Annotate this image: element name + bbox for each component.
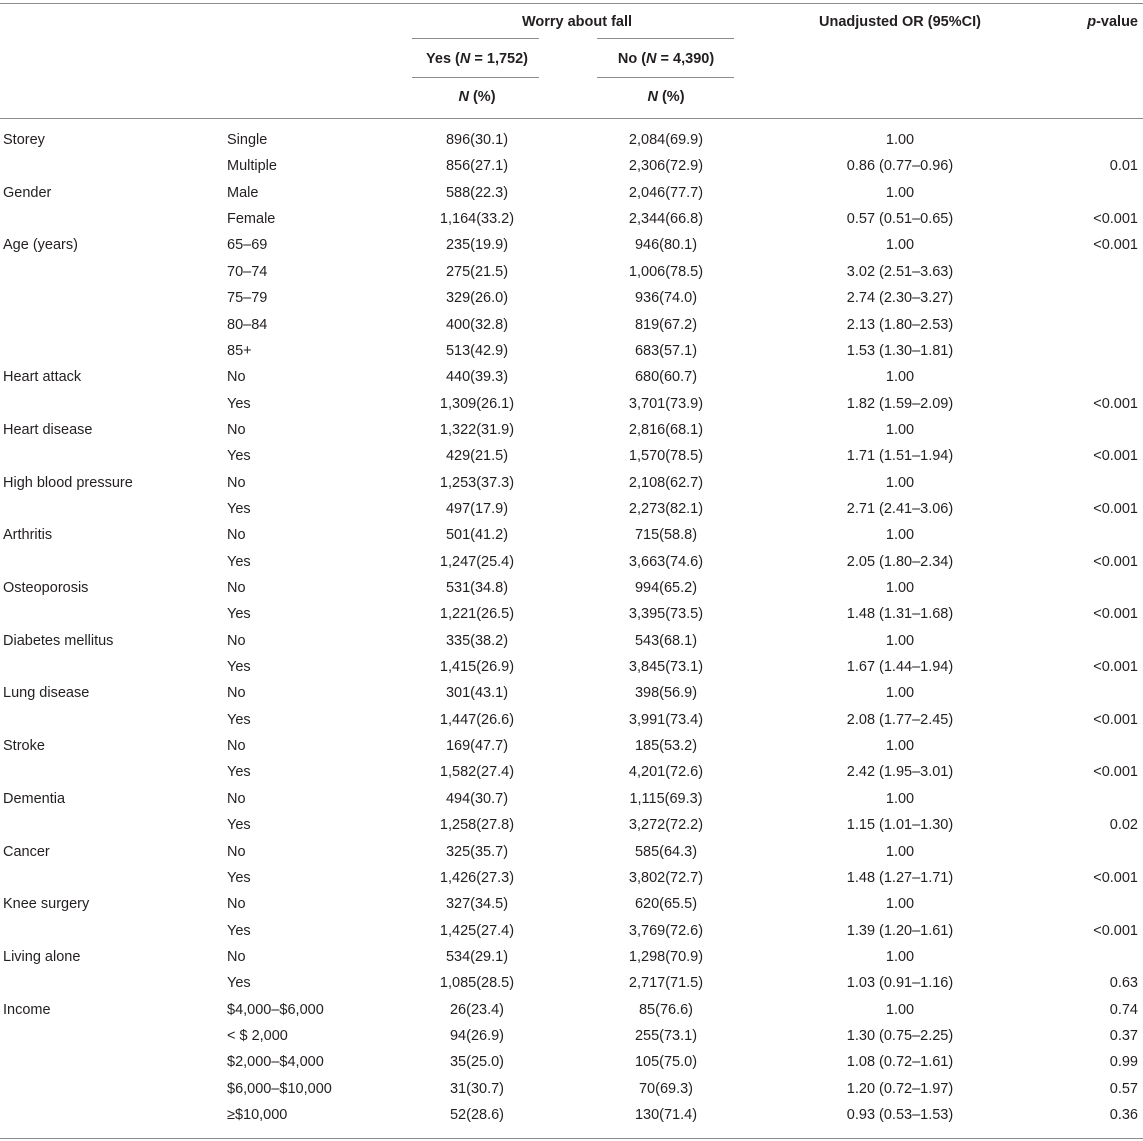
- cell-yes: 1,426(27.3): [439, 869, 515, 886]
- cell-category: Multiple: [227, 158, 277, 175]
- cell-category: No: [227, 580, 246, 596]
- cell-yes: 235(19.9): [445, 237, 509, 254]
- cell-yes: 501(41.2): [445, 527, 509, 544]
- cell-or: 2.42 (1.95–3.01): [846, 764, 954, 781]
- cell-category: 75–79: [227, 290, 268, 307]
- cell-no: 2,306(72.9): [628, 158, 704, 175]
- cell-no: 715(58.8): [634, 527, 698, 544]
- cell-yes: 513(42.9): [445, 342, 509, 359]
- cell-yes: 26(23.4): [449, 1001, 505, 1018]
- cell-variable: Dementia: [3, 790, 66, 807]
- cell-no: 819(67.2): [634, 316, 698, 333]
- cell-category: 80–84: [227, 316, 268, 333]
- cell-category: No: [227, 896, 246, 913]
- cell-variable: Income: [3, 1001, 51, 1018]
- cell-or: 1.48 (1.27–1.71): [846, 869, 954, 886]
- cell-yes: 1,322(31.9): [439, 421, 515, 438]
- cell-no: 398(56.9): [634, 685, 698, 702]
- cell-or: 1.00: [885, 843, 915, 860]
- cell-category: No: [227, 474, 246, 491]
- cell-or: 1.00: [885, 580, 915, 596]
- cell-no: 2,108(62.7): [628, 474, 704, 491]
- cell-yes: 325(35.7): [445, 843, 509, 860]
- cell-or: 2.71 (2.41–3.06): [846, 500, 954, 517]
- col-header-yes: Yes (N = 1,752): [426, 51, 528, 67]
- cell-yes: 35(25.0): [449, 1054, 505, 1071]
- cell-no: 255(73.1): [634, 1027, 698, 1044]
- cell-or: 1.30 (0.75–2.25): [846, 1027, 954, 1044]
- group-header: Worry about fall: [521, 14, 633, 30]
- cell-yes: 169(47.7): [445, 738, 509, 755]
- cell-no: 2,717(71.5): [628, 975, 704, 992]
- no-underline: [597, 38, 734, 39]
- cell-yes: 896(30.1): [445, 132, 509, 148]
- cell-category: Male: [227, 184, 259, 201]
- cell-yes: 275(21.5): [445, 263, 509, 280]
- cell-no: 3,802(72.7): [628, 869, 704, 886]
- cell-category: No: [227, 738, 246, 755]
- cell-p: <0.001: [1093, 211, 1138, 228]
- cell-category: Female: [227, 211, 276, 228]
- cell-or: 1.00: [885, 237, 915, 254]
- cell-no: 3,991(73.4): [628, 711, 704, 728]
- cell-or: 1.00: [885, 184, 915, 201]
- bottom-rule: [0, 1138, 1143, 1139]
- cell-no: 2,046(77.7): [628, 184, 704, 201]
- cell-yes: 31(30.7): [449, 1080, 505, 1097]
- cell-category: Yes: [227, 817, 251, 834]
- cell-p: <0.001: [1093, 448, 1138, 465]
- cell-variable: Living alone: [3, 948, 81, 965]
- cell-yes: 301(43.1): [445, 685, 509, 702]
- cell-no: 543(68.1): [634, 632, 698, 649]
- cell-no: 70(69.3): [638, 1080, 694, 1097]
- cell-variable: Knee surgery: [3, 896, 90, 913]
- cell-or: 1.00: [885, 421, 915, 438]
- col-subheader-no: N (%): [647, 89, 685, 105]
- cell-yes: 1,247(25.4): [439, 553, 515, 570]
- cell-category: No: [227, 843, 246, 860]
- no-n-underline: [597, 77, 734, 78]
- cell-p: <0.001: [1093, 869, 1138, 886]
- cell-category: 85+: [227, 342, 252, 359]
- cell-category: $4,000–$6,000: [227, 1001, 324, 1018]
- cell-or: 1.00: [885, 948, 915, 965]
- cell-or: 1.00: [885, 685, 915, 702]
- cell-or: 1.00: [885, 790, 915, 807]
- cell-no: 85(76.6): [638, 1001, 694, 1018]
- cell-yes: 1,253(37.3): [439, 474, 515, 491]
- cell-p: <0.001: [1093, 711, 1138, 728]
- cell-no: 4,201(72.6): [628, 764, 704, 781]
- cell-variable: Osteoporosis: [3, 580, 89, 596]
- cell-no: 3,272(72.2): [628, 817, 704, 834]
- cell-or: 1.00: [885, 527, 915, 544]
- cell-category: 65–69: [227, 237, 268, 254]
- top-rule: [0, 3, 1143, 4]
- cell-no: 3,769(72.6): [628, 922, 704, 939]
- cell-no: 2,816(68.1): [628, 421, 704, 438]
- cell-or: 1.20 (0.72–1.97): [846, 1080, 954, 1097]
- cell-category: No: [227, 685, 246, 702]
- cell-or: 1.48 (1.31–1.68): [846, 606, 954, 623]
- cell-or: 1.00: [885, 369, 915, 386]
- cell-variable: Heart disease: [3, 421, 93, 438]
- cell-yes: 534(29.1): [445, 948, 509, 965]
- cell-yes: 1,582(27.4): [439, 764, 515, 781]
- cell-category: Yes: [227, 975, 251, 992]
- cell-or: 2.05 (1.80–2.34): [846, 553, 954, 570]
- cell-yes: 329(26.0): [445, 290, 509, 307]
- cell-p: 0.36: [1109, 1107, 1138, 1123]
- cell-or: 1.00: [885, 1001, 915, 1018]
- cell-yes: 1,164(33.2): [439, 211, 515, 228]
- cell-or: 1.00: [885, 738, 915, 755]
- cell-no: 585(64.3): [634, 843, 698, 860]
- cell-category: $2,000–$4,000: [227, 1054, 324, 1071]
- cell-no: 2,344(66.8): [628, 211, 704, 228]
- cell-no: 130(71.4): [634, 1107, 698, 1123]
- cell-category: Single: [227, 132, 268, 148]
- cell-p: <0.001: [1093, 659, 1138, 675]
- cell-variable: Cancer: [3, 843, 50, 860]
- cell-or: 1.08 (0.72–1.61): [846, 1054, 954, 1071]
- cell-variable: Diabetes mellitus: [3, 632, 114, 649]
- cell-or: 1.82 (1.59–2.09): [846, 395, 954, 412]
- cell-category: 70–74: [227, 263, 268, 280]
- cell-p: 0.02: [1109, 817, 1138, 834]
- cell-category: No: [227, 790, 246, 807]
- cell-yes: 52(28.6): [449, 1107, 505, 1123]
- cell-no: 936(74.0): [634, 290, 698, 307]
- cell-no: 1,570(78.5): [628, 448, 704, 465]
- cell-no: 3,701(73.9): [628, 395, 704, 412]
- cell-category: Yes: [227, 764, 251, 781]
- col-subheader-yes: N (%): [458, 89, 496, 105]
- cell-yes: 335(38.2): [445, 632, 509, 649]
- cell-or: 1.67 (1.44–1.94): [846, 659, 954, 675]
- cell-yes: 497(17.9): [445, 500, 509, 517]
- cell-or: 1.00: [885, 132, 915, 148]
- cell-yes: 327(34.5): [445, 896, 509, 913]
- cell-no: 994(65.2): [634, 580, 698, 596]
- cell-p: <0.001: [1093, 922, 1138, 939]
- cell-or: 2.74 (2.30–3.27): [846, 290, 954, 307]
- cell-yes: 1,309(26.1): [439, 395, 515, 412]
- cell-category: Yes: [227, 500, 251, 517]
- cell-p: 0.74: [1109, 1001, 1138, 1018]
- cell-yes: 1,425(27.4): [439, 922, 515, 939]
- cell-p: <0.001: [1093, 237, 1138, 254]
- cell-yes: 440(39.3): [445, 369, 509, 386]
- cell-no: 1,298(70.9): [628, 948, 704, 965]
- cell-yes: 588(22.3): [445, 184, 509, 201]
- cell-yes: 1,085(28.5): [439, 975, 515, 992]
- cell-category: Yes: [227, 553, 251, 570]
- cell-p: 0.01: [1109, 158, 1138, 175]
- cell-or: 1.71 (1.51–1.94): [846, 448, 954, 465]
- header-bottom-rule: [0, 118, 1143, 119]
- cell-no: 3,845(73.1): [628, 659, 704, 675]
- cell-yes: 400(32.8): [445, 316, 509, 333]
- col-header-p: p-value: [1087, 14, 1138, 30]
- cell-yes: 856(27.1): [445, 158, 509, 175]
- cell-category: Yes: [227, 922, 251, 939]
- cell-no: 620(65.5): [634, 896, 698, 913]
- cell-p: 0.57: [1109, 1080, 1138, 1097]
- cell-category: Yes: [227, 448, 251, 465]
- col-header-no: No (N = 4,390): [617, 51, 715, 67]
- cell-yes: 94(26.9): [449, 1027, 505, 1044]
- cell-yes: 531(34.8): [445, 580, 509, 596]
- cell-or: 0.93 (0.53–1.53): [846, 1107, 954, 1123]
- cell-no: 105(75.0): [634, 1054, 698, 1071]
- cell-variable: Heart attack: [3, 369, 82, 386]
- cell-variable: Gender: [3, 184, 52, 201]
- cell-or: 0.57 (0.51–0.65): [846, 211, 954, 228]
- cell-no: 946(80.1): [634, 237, 698, 254]
- cell-category: Yes: [227, 606, 251, 623]
- cell-or: 1.00: [885, 632, 915, 649]
- cell-category: $6,000–$10,000: [227, 1080, 332, 1097]
- cell-variable: Stroke: [3, 738, 45, 755]
- cell-p: <0.001: [1093, 500, 1138, 517]
- cell-yes: 1,221(26.5): [439, 606, 515, 623]
- cell-p: <0.001: [1093, 764, 1138, 781]
- cell-variable: Arthritis: [3, 527, 53, 544]
- cell-or: 2.13 (1.80–2.53): [846, 316, 954, 333]
- cell-p: 0.37: [1109, 1027, 1138, 1044]
- cell-no: 680(60.7): [634, 369, 698, 386]
- cell-no: 185(53.2): [634, 738, 698, 755]
- cell-p: <0.001: [1093, 553, 1138, 570]
- cell-no: 2,273(82.1): [628, 500, 704, 517]
- col-header-or: Unadjusted OR (95%CI): [819, 14, 981, 30]
- yes-n-underline: [412, 77, 539, 78]
- cell-variable: Storey: [3, 132, 45, 148]
- cell-variable: Lung disease: [3, 685, 90, 702]
- cell-yes: 429(21.5): [445, 448, 509, 465]
- cell-no: 1,115(69.3): [629, 790, 703, 807]
- cell-no: 3,663(74.6): [628, 553, 704, 570]
- cell-p: 0.99: [1109, 1054, 1138, 1071]
- cell-p: <0.001: [1093, 606, 1138, 623]
- cell-or: 1.15 (1.01–1.30): [846, 817, 954, 834]
- cell-or: 3.02 (2.51–3.63): [846, 263, 954, 280]
- cell-no: 683(57.1): [634, 342, 698, 359]
- cell-or: 1.03 (0.91–1.16): [846, 975, 954, 992]
- cell-category: < $ 2,000: [227, 1027, 288, 1044]
- cell-variable: Age (years): [3, 237, 78, 254]
- cell-or: 1.39 (1.20–1.61): [846, 922, 954, 939]
- cell-category: Yes: [227, 711, 251, 728]
- cell-category: ≥$10,000: [227, 1107, 288, 1123]
- cell-or: 0.86 (0.77–0.96): [846, 158, 954, 175]
- cell-or: 1.00: [885, 474, 915, 491]
- yes-underline: [412, 38, 539, 39]
- cell-no: 2,084(69.9): [628, 132, 704, 148]
- cell-yes: 1,447(26.6): [439, 711, 515, 728]
- cell-yes: 1,258(27.8): [439, 817, 515, 834]
- cell-category: No: [227, 632, 246, 649]
- cell-category: Yes: [227, 869, 251, 886]
- cell-yes: 1,415(26.9): [439, 659, 515, 675]
- cell-category: Yes: [227, 659, 251, 675]
- cell-category: No: [227, 948, 246, 965]
- cell-category: No: [227, 527, 246, 544]
- cell-category: No: [227, 369, 246, 386]
- cell-variable: High blood pressure: [3, 474, 133, 491]
- cell-p: <0.001: [1093, 395, 1138, 412]
- cell-no: 1,006(78.5): [628, 263, 704, 280]
- cell-no: 3,395(73.5): [628, 606, 704, 623]
- cell-or: 1.00: [885, 896, 915, 913]
- cell-yes: 494(30.7): [445, 790, 509, 807]
- cell-or: 2.08 (1.77–2.45): [846, 711, 954, 728]
- cell-p: 0.63: [1109, 975, 1138, 992]
- cell-category: Yes: [227, 395, 251, 412]
- cell-or: 1.53 (1.30–1.81): [846, 342, 954, 359]
- cell-category: No: [227, 421, 246, 438]
